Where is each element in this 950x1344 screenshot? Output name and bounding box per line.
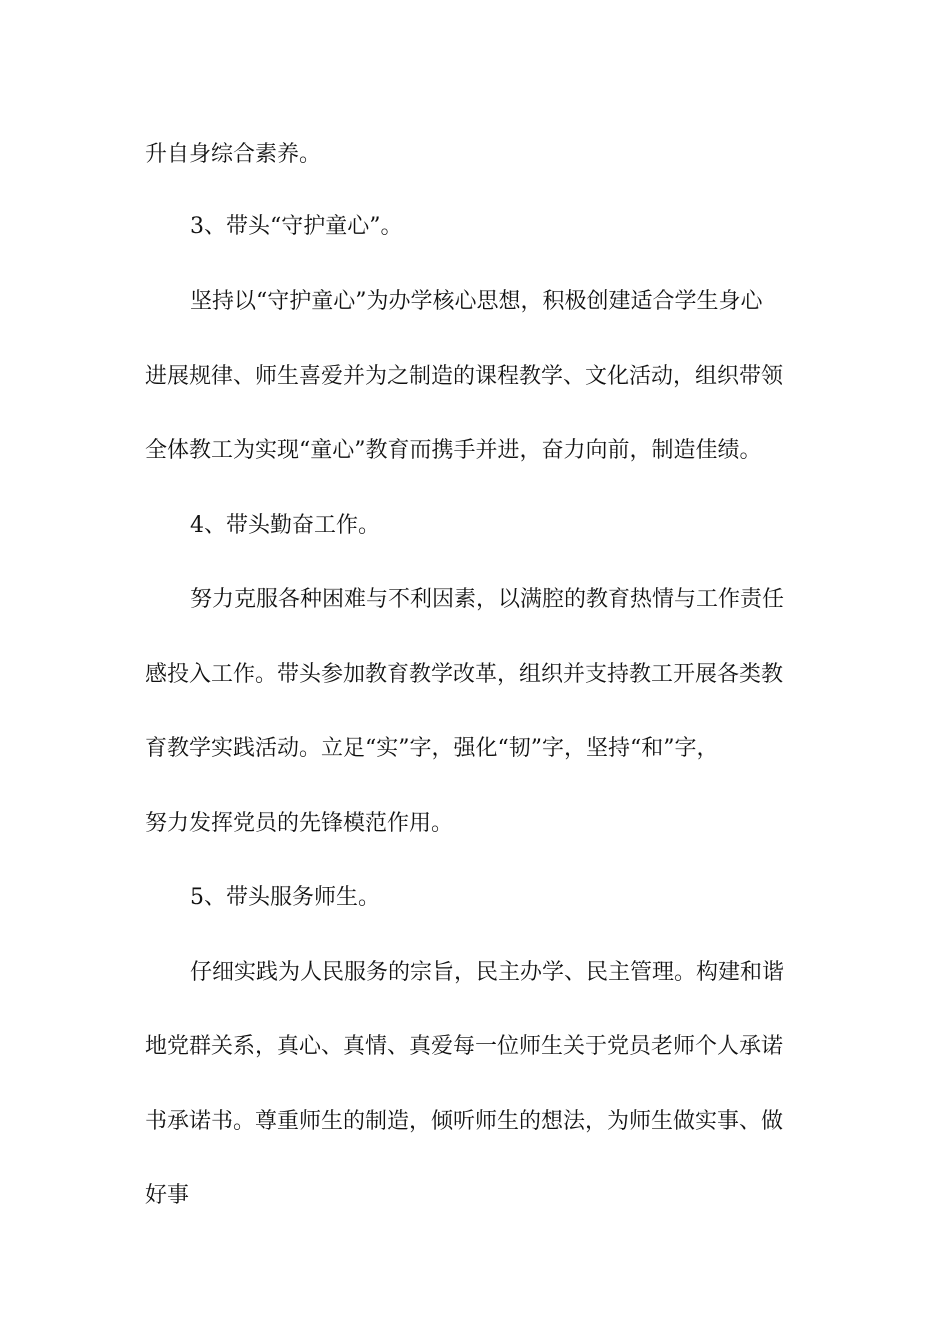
paragraph-line: 全体教工为实现“童心”教育而携手并进，奋力向前，制造佳绩。 (145, 438, 762, 463)
paragraph-line: 好事 (145, 1183, 190, 1208)
paragraph-line: 升自身综合素养。 (145, 142, 322, 167)
paragraph-line: 坚持以“守护童心”为办学核心思想，积极创建适合学生身心 (190, 289, 763, 314)
paragraph-line: 努力发挥党员的先锋模范作用。 (145, 811, 454, 836)
paragraph-line: 努力克服各种困难与不利因素，以满腔的教育热情与工作责任 (190, 587, 785, 612)
section-heading-3: 3、带头“守护童心”。 (190, 214, 403, 239)
section-heading-4: 4、带头勤奋工作。 (190, 513, 380, 538)
paragraph-line: 进展规律、师生喜爱并为之制造的课程教学、文化活动，组织带领 (145, 364, 784, 389)
paragraph-line: 育教学实践活动。立足“实”字，强化“韧”字，坚持“和”字， (145, 736, 719, 761)
paragraph-line: 仔细实践为人民服务的宗旨，民主办学、民主管理。构建和谐 (190, 960, 785, 985)
paragraph-line: 书承诺书。尊重师生的制造，倾听师生的想法，为师生做实事、做 (145, 1109, 784, 1134)
section-heading-5: 5、带头服务师生。 (190, 885, 380, 910)
paragraph-line: 地党群关系，真心、真情、真爱每一位师生关于党员老师个人承诺 (145, 1034, 784, 1059)
paragraph-line: 感投入工作。带头参加教育教学改革，组织并支持教工开展各类教 (145, 662, 784, 687)
